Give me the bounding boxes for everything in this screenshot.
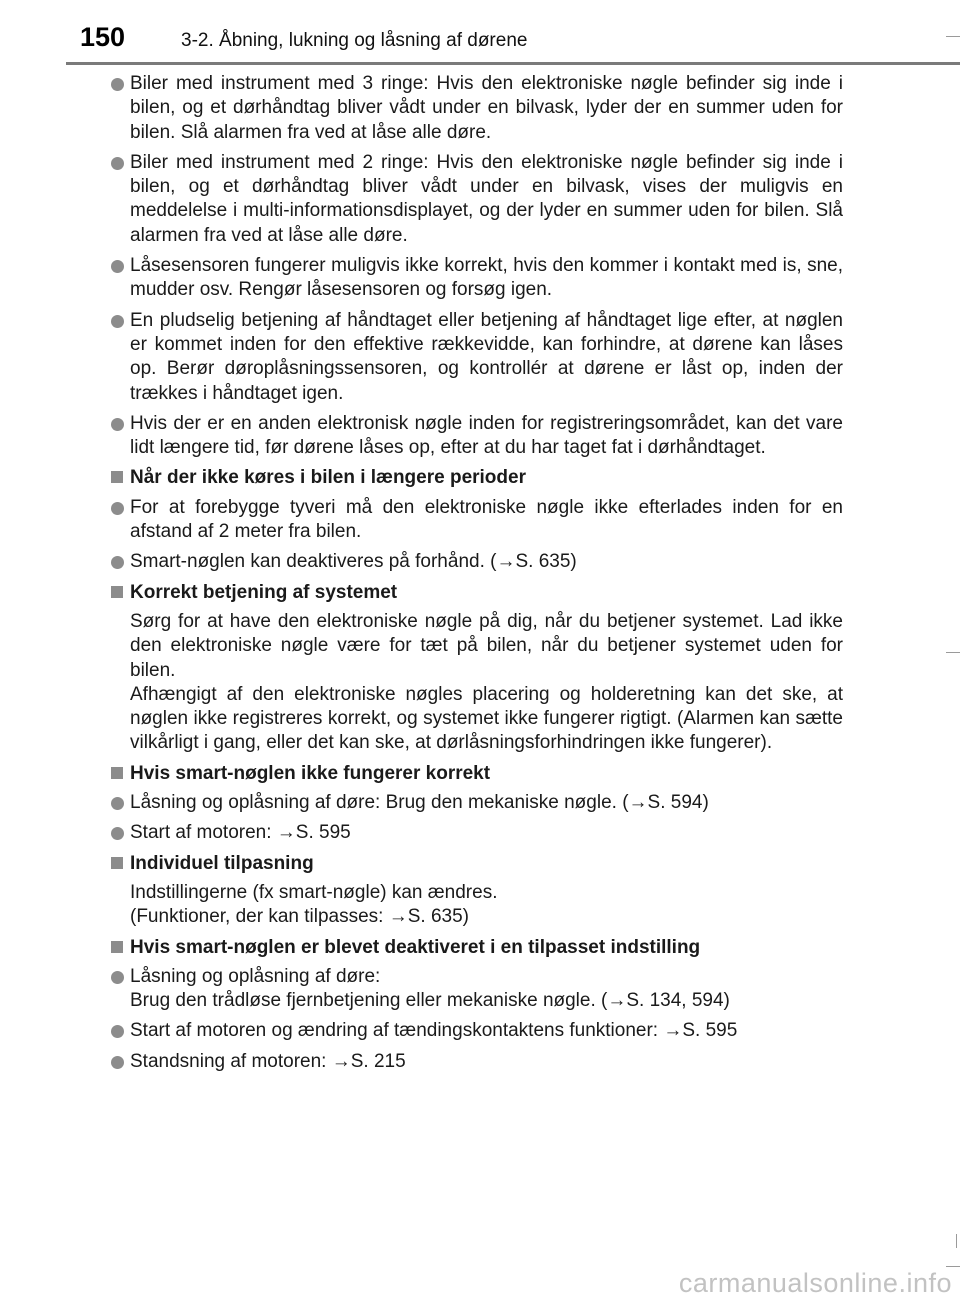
bullet-dot-icon	[111, 971, 124, 984]
bullet-dot-icon	[111, 502, 124, 515]
section-text	[111, 610, 843, 756]
bullet-dot-icon	[111, 556, 124, 569]
section-heading: Individuel tilpasning	[111, 852, 843, 876]
section-heading: Korrekt betjening af systemet	[111, 581, 843, 605]
bullet-dot-icon	[111, 1025, 124, 1038]
bullet-dot-icon	[111, 418, 124, 431]
bullet-item: Start af motoren: →S. 595	[111, 821, 843, 845]
watermark-link[interactable]: carmanualsonline.info	[678, 1268, 952, 1298]
crop-mark	[946, 1266, 960, 1267]
bullet-dot-icon	[111, 797, 124, 810]
bullet-item: Biler med instrument med 3 ringe: Hvis den elektroniske nøgle befinder sig inde i bilen, og et dørhåndtag bliver vådt under en bilvask, lyder der en summer uden for bilen. Slå alarmen fra ved at låse alle døre.	[111, 72, 843, 145]
section-heading: Når der ikke køres i bilen i længere perioder	[111, 466, 843, 490]
bullet-item: Låsesensoren fungerer muligvis ikke korrekt, hvis den kommer i kontakt med is, sne, mudder osv. Rengør låsesensoren og forsøg igen.	[111, 254, 843, 303]
page-number: 150	[80, 22, 126, 52]
bullet-dot-icon	[111, 1056, 124, 1069]
bullet-item: Standsning af motoren: →S. 215	[111, 1050, 843, 1074]
bullet-item: Låsning og oplåsning af døre: Brug den trådløse fjernbetjening eller mekaniske nøgle. (→S. 134, 594)	[111, 965, 843, 1014]
paragraph: Sørg for at have den elektroniske nøgle på dig, når du betjener systemet. Lad ikke den elektroniske nøgle være for tæt på bilen, når du betjener systemet uden for bilen.	[130, 610, 843, 681]
bullet-dot-icon	[111, 78, 124, 91]
chapter-title: 3-2. Åbning, lukning og låsning af dørene	[181, 30, 528, 51]
section-text	[111, 881, 843, 930]
bullet-item: Start af motoren og ændring af tændingskontaktens funktioner: →S. 595	[111, 1019, 843, 1043]
bullet-item: Biler med instrument med 2 ringe: Hvis den elektroniske nøgle befinder sig inde i bilen, og et dørhåndtag bliver vådt under en bilvask, vises der muligvis en meddelelse i multi-informationsdisplayet, og der lyder en summer uden for bilen. Slå alarmen fra ved at låse alle døre.	[111, 151, 843, 248]
section-square-icon	[111, 586, 123, 598]
section-heading: Hvis smart-nøglen er blevet deaktiveret i en tilpasset indstilling	[111, 936, 843, 960]
bullet-item: For at forebygge tyveri må den elektroniske nøgle ikke efterlades inden for en afstand af 2 meter fra bilen.	[111, 496, 843, 545]
bullet-dot-icon	[111, 827, 124, 840]
crop-mark	[956, 1234, 957, 1248]
paragraph: Afhængigt af den elektroniske nøgles placering og holderetning kan det ske, at nøglen ikke registreres korrekt, og systemet ikke fungerer rigtigt. (Alarmen kan sætte vilkårligt i gang, eller det kan ske, at dørlåsningsforhindringen ikke fungerer).	[130, 683, 843, 754]
bullet-item: En pludselig betjening af håndtaget eller betjening af håndtaget lige efter, at nøglen er kommet inden for den effektive rækkevidde, kan forhindre, at dørene kan låses op. Berør døroplåsningssensoren, og kontrollér at dørene er låst op, inden der trækkes i håndtaget igen.	[111, 309, 843, 406]
bullet-dot-icon	[111, 315, 124, 328]
bullet-dot-icon	[111, 157, 124, 170]
bullet-dot-icon	[111, 260, 124, 273]
bullet-item: Smart-nøglen kan deaktiveres på forhånd. (→S. 635)	[111, 550, 843, 574]
page-body	[111, 72, 843, 1080]
header-rule	[66, 62, 960, 65]
section-square-icon	[111, 767, 123, 779]
paragraph: (Funktioner, der kan tilpasses: →S. 635)	[130, 906, 469, 928]
bullet-item: Låsning og oplåsning af døre: Brug den mekaniske nøgle. (→S. 594)	[111, 791, 843, 815]
crop-mark	[946, 652, 960, 653]
section-square-icon	[111, 857, 123, 869]
section-heading: Hvis smart-nøglen ikke fungerer korrekt	[111, 762, 843, 786]
paragraph: Indstillingerne (fx smart-nøgle) kan ændres.	[130, 881, 498, 903]
crop-mark	[946, 36, 960, 37]
page-header	[0, 0, 960, 64]
bullet-continuation: Brug den trådløse fjernbetjening eller mekaniske nøgle. (→S. 134, 594)	[130, 990, 730, 1012]
bullet-item: Hvis der er en anden elektronisk nøgle inden for registreringsområdet, kan det vare lidt længere tid, før dørene låses op, efter at du har taget fat i dørhåndtaget.	[111, 412, 843, 461]
section-square-icon	[111, 941, 123, 953]
section-square-icon	[111, 471, 123, 483]
